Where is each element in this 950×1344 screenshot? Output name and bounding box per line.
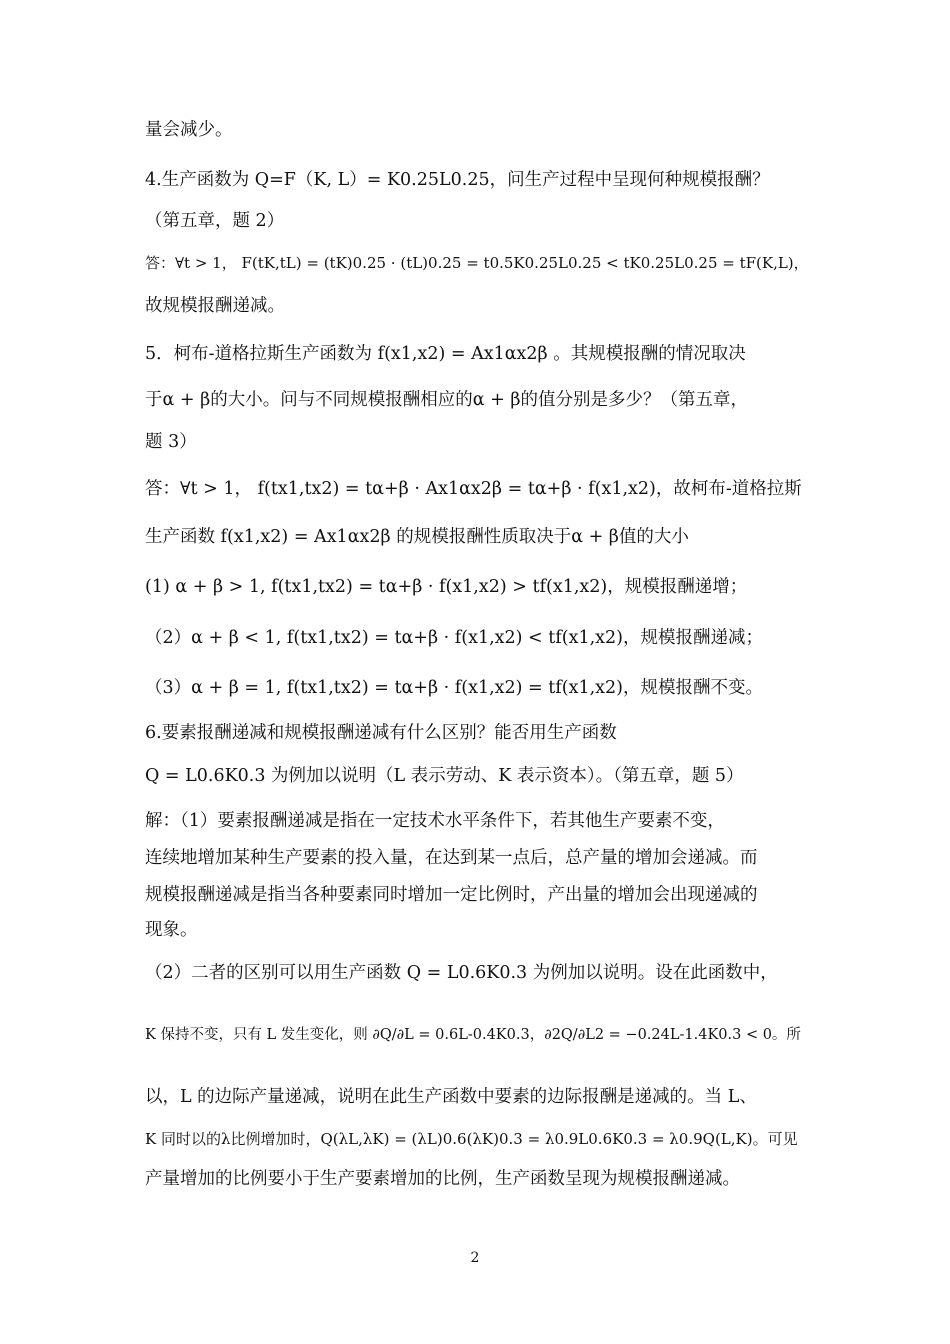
answer-6-part-1-line-3: 规模报酬递减是指当各种要素同时增加一定比例时，产出量的增加会出现递减的 [145, 885, 758, 905]
question-5-line-2: 于α + β的大小。问与不同规模报酬相应的α + β的值分别是多少？（第五章， [145, 390, 748, 410]
question-5-source: 题 3） [145, 432, 197, 452]
answer-6-part-2-line-5: 产量增加的比例要小于生产要素增加的比例，生产函数呈现为规模报酬递减。 [145, 1169, 740, 1189]
answer-4: 答：∀t > 1， F(tK,tL) = (tK)0.25 · (tL)0.25 = t0.5K0.25L0.25 < tK0.25L0.25 = tF(K,L)， [145, 254, 809, 272]
question-6: 6.要素报酬递减和规模报酬递减有什么区别？能否用生产函数 [145, 723, 617, 743]
answer-6-part-1-line-4: 现象。 [145, 920, 198, 940]
case-2: （2）α + β < 1, f(tx1,tx2) = tα+β · f(x1,x2) < tf(x1,x2)，规模报酬递减； [145, 628, 764, 648]
answer-6-part-2-line-2: K 保持不变，只有 L 发生变化，则 ∂Q/∂L = 0.6L-0.4K0.3，∂2Q/∂L2 = −0.24L-1.4K0.3 < 0。所 [145, 1027, 801, 1043]
question-4-source: （第五章，题 2） [145, 211, 285, 231]
case-3: （3）α + β = 1, f(tx1,tx2) = tα+β · f(x1,x2) = tf(x1,x2)，规模报酬不变。 [145, 678, 764, 698]
answer-6-part-2-line-3: 以，L 的边际产量递减，说明在此生产函数中要素的边际报酬是递减的。当 L、 [145, 1087, 757, 1107]
answer-6-part-2: （2）二者的区别可以用生产函数 Q = L0.6K0.3 为例加以说明。设在此函数中， [145, 963, 778, 983]
answer-5-line-2: 生产函数 f(x1,x2) = Ax1αx2β 的规模报酬性质取决于α + β值的大小 [145, 527, 689, 547]
question-6-line-2: Q = L0.6K0.3 为例加以说明（L 表示劳动、K 表示资本）。（第五章，题 5） [145, 766, 744, 786]
question-4: 4.生产函数为 Q=F（K, L）= K0.25L0.25，问生产过程中呈现何种规模报酬？ [145, 170, 770, 190]
answer-6-part-1-line-2: 连续地增加某种生产要素的投入量，在达到某一点后，总产量的增加会递减。而 [145, 848, 758, 868]
answer-6-part-1: 解：（1）要素报酬递减是指在一定技术水平条件下，若其他生产要素不变， [145, 811, 725, 831]
text-line-1: 量会减少。 [145, 120, 233, 140]
answer-5: 答：∀t > 1， f(tx1,tx2) = tα+β · Ax1αx2β = tα+β · f(x1,x2)，故柯布-道格拉斯 [145, 479, 802, 499]
question-5: 5．柯布-道格拉斯生产函数为 f(x1,x2) = Ax1αx2β 。其规模报酬的情况取决 [145, 344, 746, 364]
page-number: 2 [470, 1250, 480, 1266]
case-1: (1) α + β > 1, f(tx1,tx2) = tα+β · f(x1,x2) > tf(x1,x2)，规模报酬递增； [145, 577, 748, 597]
answer-6-part-2-line-4: K 同时以的λ比例增加时，Q(λL,λK) = (λL)0.6(λK)0.3 = λ0.9L0.6K0.3 = λ0.9Q(L,K)。可见 [145, 1130, 798, 1148]
answer-4-conclusion: 故规模报酬递减。 [145, 296, 285, 316]
